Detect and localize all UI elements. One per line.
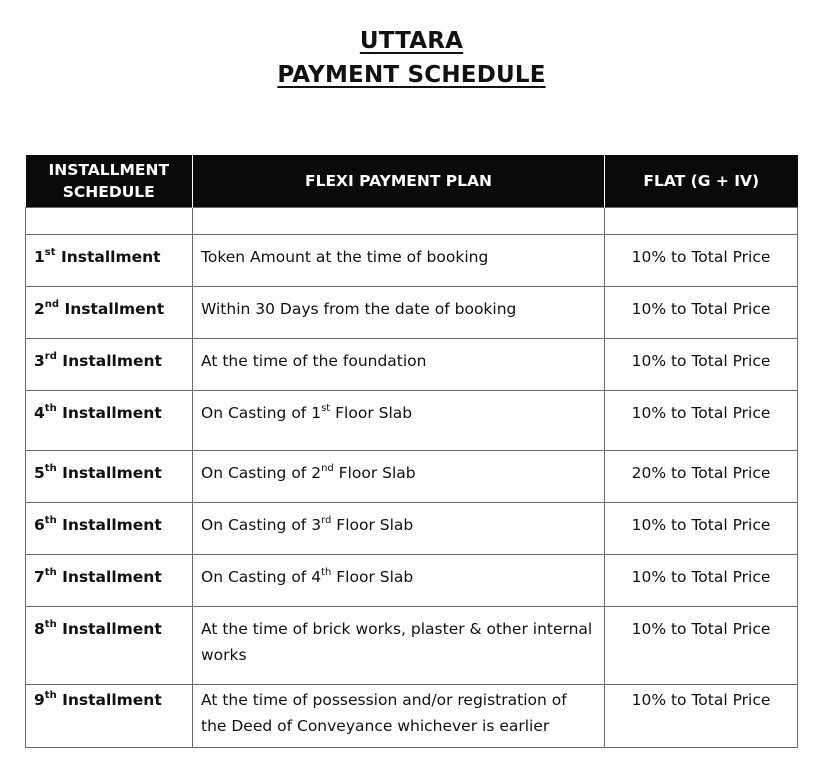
installment-number: 4 (34, 404, 45, 422)
installment-number: 7 (34, 568, 45, 586)
flat-price-cell: 10% to Total Price (605, 685, 798, 748)
flat-price-cell: 10% to Total Price (605, 503, 798, 555)
header-flexi-payment-plan: FLEXI PAYMENT PLAN (193, 155, 605, 208)
plan-text: On Casting of 3 (201, 516, 322, 534)
installment-ordinal-suffix: nd (44, 298, 60, 310)
table-row (26, 555, 798, 607)
installment-number: 9 (34, 691, 45, 709)
payment-plan-cell (193, 391, 605, 451)
installment-ordinal-suffix: th (44, 514, 57, 526)
installment-label: Installment (62, 352, 162, 370)
installment-label: Installment (62, 568, 162, 586)
plan-ordinal-suffix: st (321, 402, 331, 414)
payment-plan-cell (193, 451, 605, 503)
plan-text: On Casting of 2 (201, 464, 322, 482)
installment-number: 1 (34, 248, 45, 266)
installment-ordinal-suffix: rd (44, 350, 57, 362)
payment-plan-cell (193, 287, 605, 339)
installment-number: 3 (34, 352, 45, 370)
plan-text-rest: Floor Slab (333, 464, 416, 482)
installment-ordinal-suffix: th (44, 566, 57, 578)
installment-cell (26, 451, 193, 503)
title-block (0, 24, 823, 92)
page-title: UTTARA (359, 28, 464, 54)
installment-number: 5 (34, 464, 45, 482)
flat-price-cell: 10% to Total Price (605, 607, 798, 685)
table-row (26, 287, 798, 339)
installment-cell (26, 235, 193, 287)
installment-ordinal-suffix: th (44, 618, 57, 630)
flat-price-cell: 10% to Total Price (605, 391, 798, 451)
table-row (26, 607, 798, 685)
installment-label: Installment (62, 516, 162, 534)
page-subtitle: PAYMENT SCHEDULE (277, 62, 546, 88)
table-row (26, 391, 798, 451)
table-header-row (26, 155, 798, 208)
installment-ordinal-suffix: st (44, 246, 56, 258)
installment-label: Installment (62, 464, 162, 482)
installment-label: Installment (60, 248, 161, 266)
payment-plan-cell (193, 685, 605, 748)
header-flat: FLAT (G + IV) (605, 155, 798, 208)
header-installment-schedule: INSTALLMENT SCHEDULE (26, 155, 193, 208)
installment-cell (26, 391, 193, 451)
installment-cell (26, 555, 193, 607)
installment-label: Installment (62, 620, 162, 638)
installment-label: Installment (64, 300, 165, 318)
plan-ordinal-suffix: th (321, 566, 332, 578)
plan-text-rest: Floor Slab (330, 404, 413, 422)
installment-number: 8 (34, 620, 45, 638)
flat-price-cell: 10% to Total Price (605, 339, 798, 391)
installment-label: Installment (62, 404, 162, 422)
flat-price-cell: 10% to Total Price (605, 555, 798, 607)
installment-cell (26, 287, 193, 339)
installment-number: 6 (34, 516, 45, 534)
installment-ordinal-suffix: th (44, 689, 57, 701)
plan-text: On Casting of 4 (201, 568, 322, 586)
payment-plan-cell (193, 555, 605, 607)
plan-ordinal-suffix: rd (321, 514, 332, 526)
plan-text: At the time of brick works, plaster & other internal works (201, 620, 593, 664)
installment-ordinal-suffix: th (44, 462, 57, 474)
plan-text: On Casting of 1 (201, 404, 322, 422)
installment-number: 2 (34, 300, 45, 318)
plan-text: Token Amount at the time of booking (201, 248, 489, 266)
payment-plan-cell (193, 235, 605, 287)
plan-ordinal-suffix: nd (321, 462, 334, 474)
plan-text: Within 30 Days from the date of booking (201, 300, 517, 318)
installment-cell (26, 503, 193, 555)
flat-price-cell: 10% to Total Price (605, 287, 798, 339)
flat-price-cell: 10% to Total Price (605, 235, 798, 287)
table-row (26, 503, 798, 555)
plan-text: At the time of the foundation (201, 352, 427, 370)
installment-ordinal-suffix: th (44, 402, 57, 414)
installment-cell (26, 339, 193, 391)
plan-text-rest: Floor Slab (331, 516, 414, 534)
installment-cell (26, 607, 193, 685)
table-row (26, 339, 798, 391)
payment-plan-cell (193, 607, 605, 685)
installment-label: Installment (62, 691, 162, 709)
plan-text-rest: Floor Slab (331, 568, 414, 586)
table-row (26, 451, 798, 503)
table-row (26, 235, 798, 287)
plan-text: At the time of possession and/or registration of the Deed of Conveyance whichever is earlier (201, 691, 567, 735)
payment-plan-cell (193, 503, 605, 555)
installment-cell (26, 685, 193, 748)
table-spacer-row (26, 208, 798, 235)
payment-schedule-table (25, 155, 798, 748)
table-row (26, 685, 798, 748)
flat-price-cell: 20% to Total Price (605, 451, 798, 503)
payment-plan-cell (193, 339, 605, 391)
